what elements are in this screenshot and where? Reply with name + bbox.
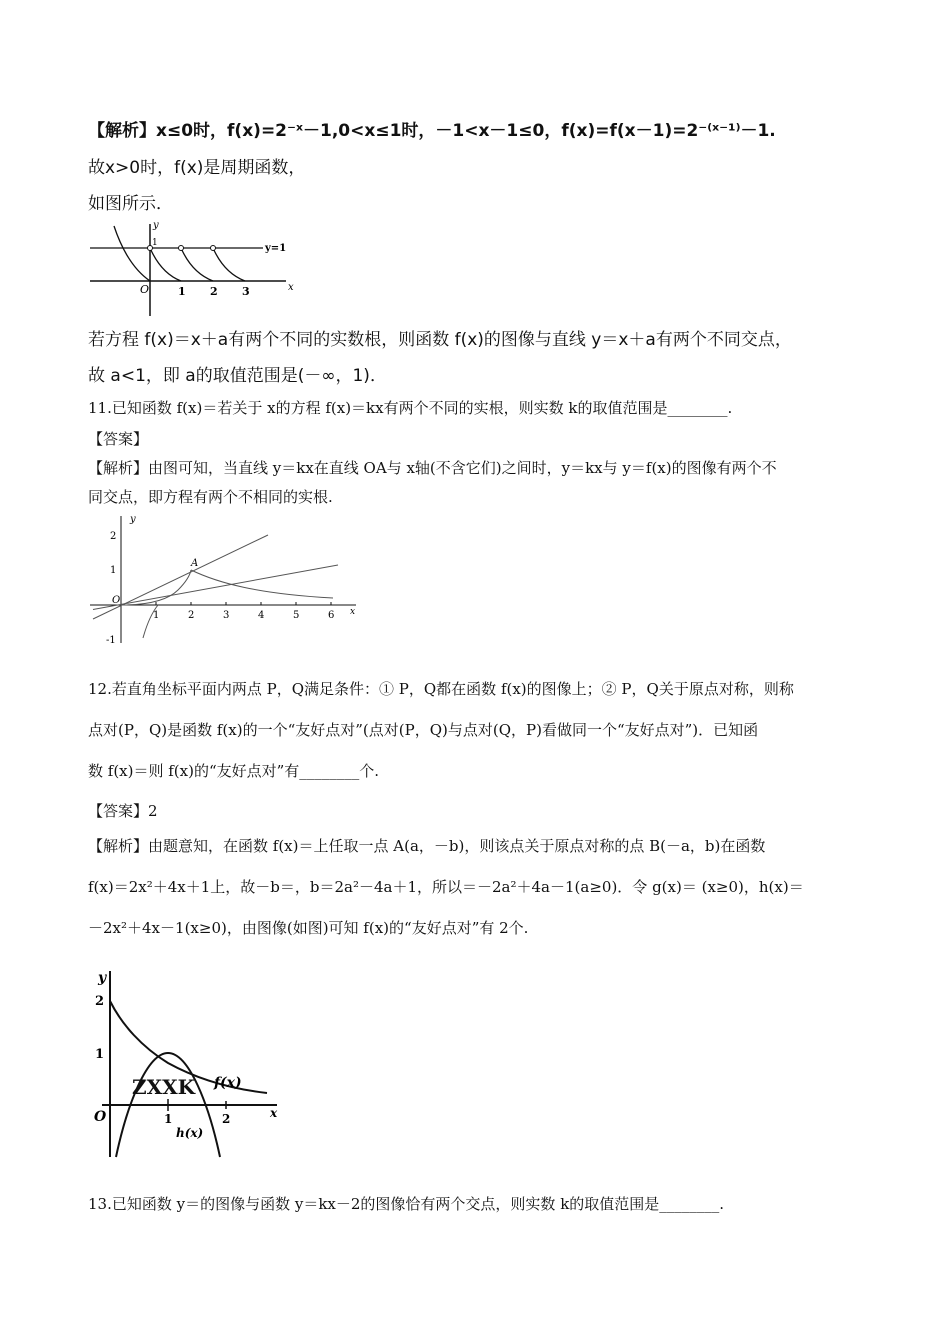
y-axis-label: y	[98, 970, 107, 986]
watermark: ZXXK	[132, 1075, 196, 1099]
x-tick-label: 1	[153, 610, 160, 621]
y-tick-label: 1	[152, 238, 158, 248]
origin-label: O	[140, 283, 150, 296]
answer-label: 【答案】	[88, 430, 149, 448]
analysis-line: 同交点，即方程有两个不相同的实根.	[88, 488, 333, 506]
fx-label: f(x)	[214, 1075, 242, 1091]
q11-figure	[88, 510, 368, 645]
origin-label: O	[112, 595, 121, 606]
x-tick-label: 5	[293, 610, 300, 621]
x-tick-label: 2	[222, 1112, 231, 1126]
y-tick-label: 1	[95, 1047, 105, 1062]
question-12: 12.若直角坐标平面内两点 P，Q满足条件：① P，Q都在函数 f(x)的图像上；② P，Q关于原点对称，则称	[88, 680, 794, 698]
analysis-line: 【解析】由题意知，在函数 f(x)＝上任取一点 A(a，－b)，则该点关于原点对称的点 B(－a，b)在函数	[88, 837, 766, 855]
y-axis-label: y	[130, 514, 136, 525]
question-11: 11.已知函数 f(x)＝若关于 x的方程 f(x)＝kx有两个不同的实根，则实数 k的取值范围是________.	[88, 399, 733, 417]
analysis-line: －2x²＋4x－1(x≥0)，由图像(如图)可知 f(x)的“友好点对”有 2个.	[88, 919, 529, 937]
hx-label: h(x)	[176, 1126, 204, 1140]
text-line: 如图所示．	[88, 194, 173, 214]
x-tick-label: 6	[328, 610, 335, 621]
line-label: y=1	[265, 243, 287, 254]
question-12: 点对(P，Q)是函数 f(x)的一个“友好点对”(点对(P，Q)与点对(Q，P)看做同一个“友好点对”)．已知函	[88, 721, 759, 739]
x-tick-label: 2	[210, 285, 218, 298]
y-tick-label: 2	[95, 994, 105, 1009]
answer-label: 【答案】2	[88, 802, 158, 820]
analysis-line: f(x)＝2x²＋4x＋1上，故－b＝，b＝2a²－4a＋1，所以＝－2a²＋4a－1(a≥0)．令 g(x)＝ (x≥0)，h(x)＝	[88, 878, 804, 896]
x-tick-label: 1	[164, 1112, 173, 1126]
y-tick-label: 2	[110, 531, 117, 542]
y-tick-label: 1	[110, 565, 117, 576]
origin-label: O	[94, 1109, 107, 1125]
analysis-line: 【解析】x≤0时，f(x)=2⁻ˣ－1,0<x≤1时，－1<x－1≤0，f(x)=f(x－1)=2⁻⁽ˣ⁻¹⁾－1.	[88, 121, 776, 141]
analysis-line: 【解析】由图可知，当直线 y＝kx在直线 OA与 x轴(不含它们)之间时，y＝kx与 y＝f(x)的图像有两个不	[88, 459, 777, 477]
question-12: 数 f(x)＝则 f(x)的“友好点对”有________个.	[88, 762, 380, 780]
x-axis-label: x	[270, 1106, 278, 1120]
x-tick-label: 1	[178, 285, 186, 298]
periodic-function-figure	[88, 218, 303, 318]
point-a-label: A	[191, 558, 199, 569]
text-line: 若方程 f(x)＝x＋a有两个不同的实数根，则函数 f(x)的图像与直线 y＝x＋a有两个不同交点，	[88, 330, 792, 350]
q12-figure	[92, 965, 287, 1160]
y-tick-label: -1	[106, 635, 116, 645]
x-tick-label: 4	[258, 610, 265, 621]
y-axis-label: y	[153, 220, 159, 231]
question-13: 13.已知函数 y＝的图像与函数 y＝kx－2的图像恰有两个交点，则实数 k的取值范围是________.	[88, 1195, 725, 1213]
x-tick-label: 2	[188, 610, 195, 621]
x-axis-label: x	[350, 607, 356, 617]
text-line: 故x>0时，f(x)是周期函数，	[88, 158, 306, 178]
text-line: 故 a<1，即 a的取值范围是(－∞，1)．	[88, 366, 387, 386]
x-tick-label: 3	[223, 610, 230, 621]
x-axis-label: x	[288, 282, 294, 293]
x-tick-label: 3	[242, 285, 250, 298]
